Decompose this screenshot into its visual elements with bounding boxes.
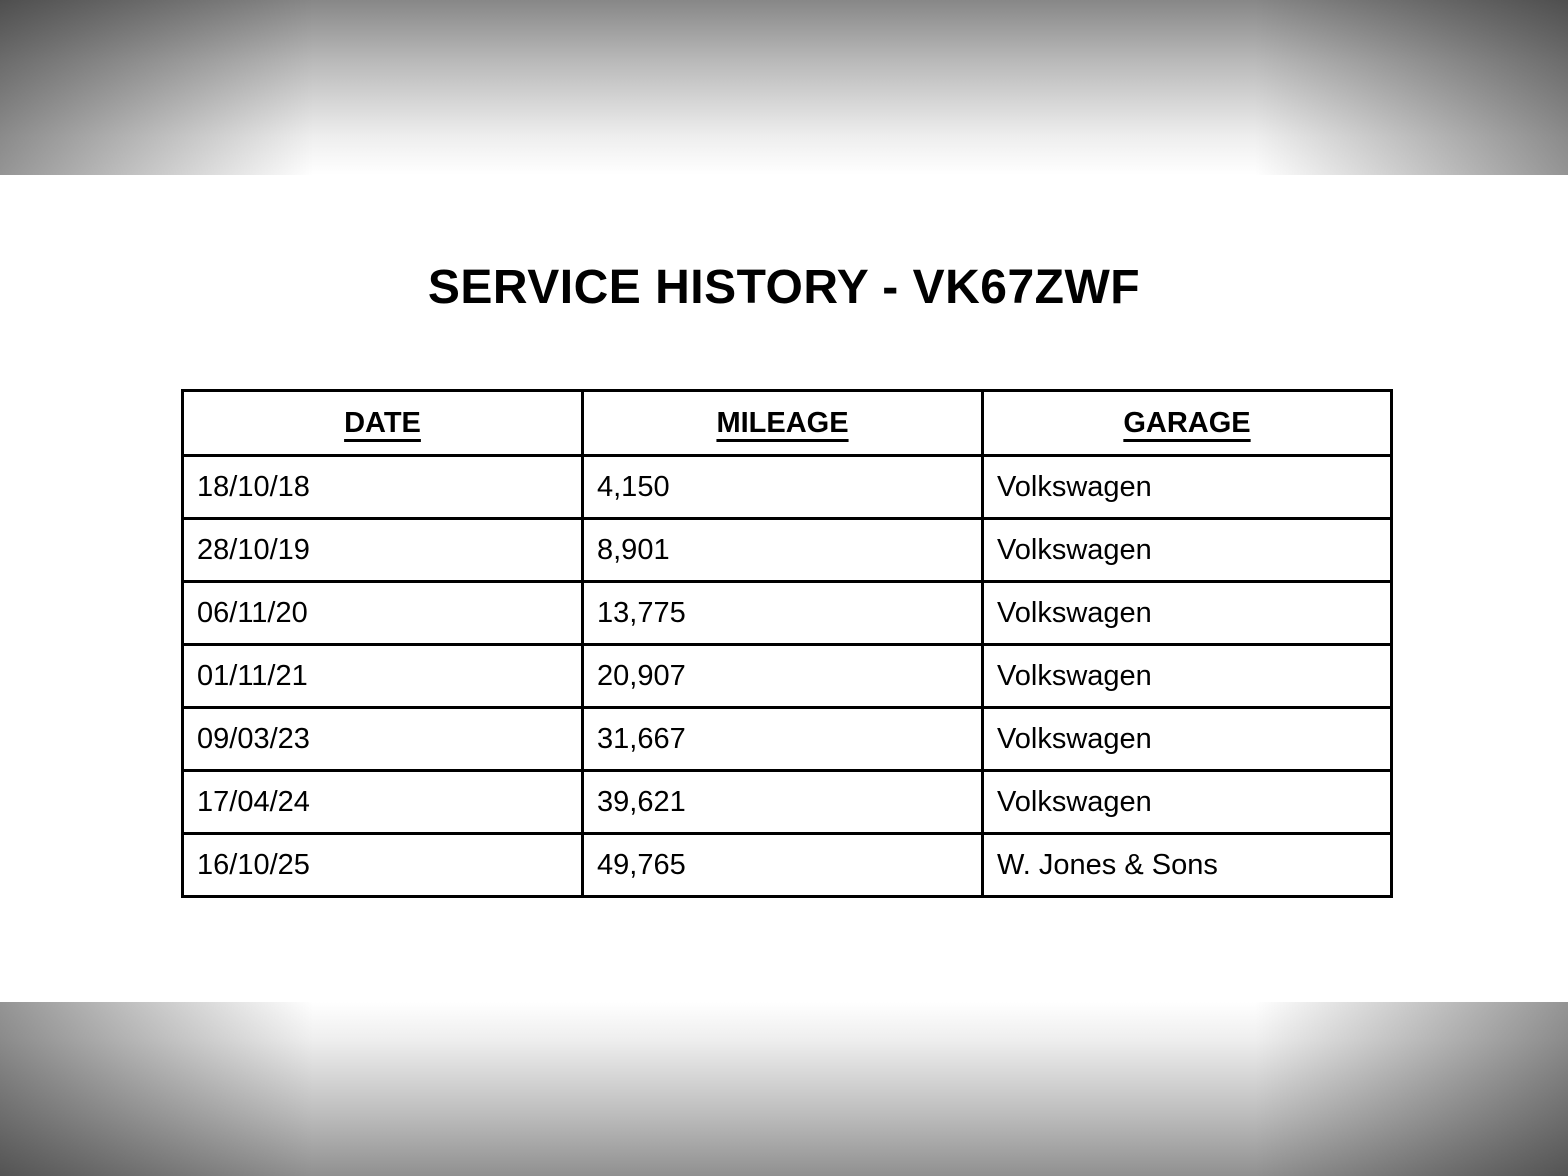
- table-cell-mileage: 4,150: [583, 456, 983, 519]
- table-cell-date: 28/10/19: [183, 519, 583, 582]
- table-cell-garage: Volkswagen: [983, 456, 1392, 519]
- table-cell-mileage: 31,667: [583, 708, 983, 771]
- table-row: [183, 645, 1392, 708]
- table-row: [183, 708, 1392, 771]
- table-cell-garage: W. Jones & Sons: [983, 834, 1392, 897]
- table-row: [183, 456, 1392, 519]
- service-history-table: [181, 389, 1393, 898]
- table-row: [183, 519, 1392, 582]
- table-cell-date: 06/11/20: [183, 582, 583, 645]
- table-cell-date: 16/10/25: [183, 834, 583, 897]
- service-table-body: [183, 456, 1392, 897]
- table-cell-garage: Volkswagen: [983, 582, 1392, 645]
- table-cell-mileage: 49,765: [583, 834, 983, 897]
- table-row: [183, 582, 1392, 645]
- table-cell-garage: Volkswagen: [983, 519, 1392, 582]
- bottom-vignette-band: [0, 1002, 1568, 1176]
- column-header-date: DATE: [183, 391, 583, 456]
- page-title: SERVICE HISTORY - VK67ZWF: [427, 261, 1141, 314]
- table-cell-date: 01/11/21: [183, 645, 583, 708]
- column-header-mileage: MILEAGE: [583, 391, 983, 456]
- table-header-row: [183, 391, 1392, 456]
- table-cell-mileage: 39,621: [583, 771, 983, 834]
- table-row: [183, 771, 1392, 834]
- table-row: [183, 834, 1392, 897]
- table-cell-mileage: 13,775: [583, 582, 983, 645]
- top-vignette-band: [0, 0, 1568, 175]
- column-header-garage: GARAGE: [983, 391, 1392, 456]
- table-cell-date: 09/03/23: [183, 708, 583, 771]
- table-cell-garage: Volkswagen: [983, 708, 1392, 771]
- table-cell-date: 18/10/18: [183, 456, 583, 519]
- table-cell-mileage: 20,907: [583, 645, 983, 708]
- table-cell-garage: Volkswagen: [983, 771, 1392, 834]
- table-cell-garage: Volkswagen: [983, 645, 1392, 708]
- table-header: [183, 391, 1392, 456]
- table-cell-mileage: 8,901: [583, 519, 983, 582]
- table-cell-date: 17/04/24: [183, 771, 583, 834]
